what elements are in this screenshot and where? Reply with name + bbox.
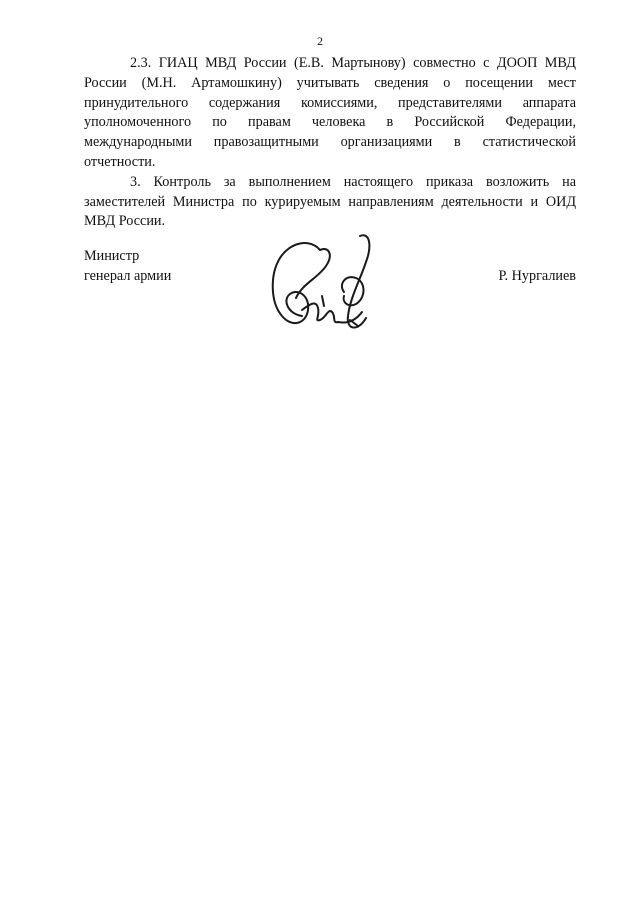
document-body: [84, 54, 576, 232]
paragraph-2-3: 2.3. ГИАЦ МВД России (Е.В. Мартынову) совместно с ДООП МВД России (М.Н. Артамошкину) учитывать сведения о посещении мест принудительного содержания комиссиями, представителями аппарата уполномоченного по правам человека в Российской Федерации, международными правозащитными организациями в статистической отчетности.: [84, 55, 576, 170]
signer-name: Р. Нургалиев: [498, 268, 576, 284]
signature-block: [84, 246, 576, 356]
signer-rank: генерал армии: [84, 268, 172, 284]
handwritten-signature: [262, 232, 392, 340]
paragraph-3: 3. Контроль за выполнением настоящего приказа возложить на заместителей Министра по курируемым направлениям деятельности и ОИД МВД России.: [84, 173, 576, 230]
page-number: 2: [317, 34, 323, 48]
signer-position: Министр: [84, 248, 140, 264]
